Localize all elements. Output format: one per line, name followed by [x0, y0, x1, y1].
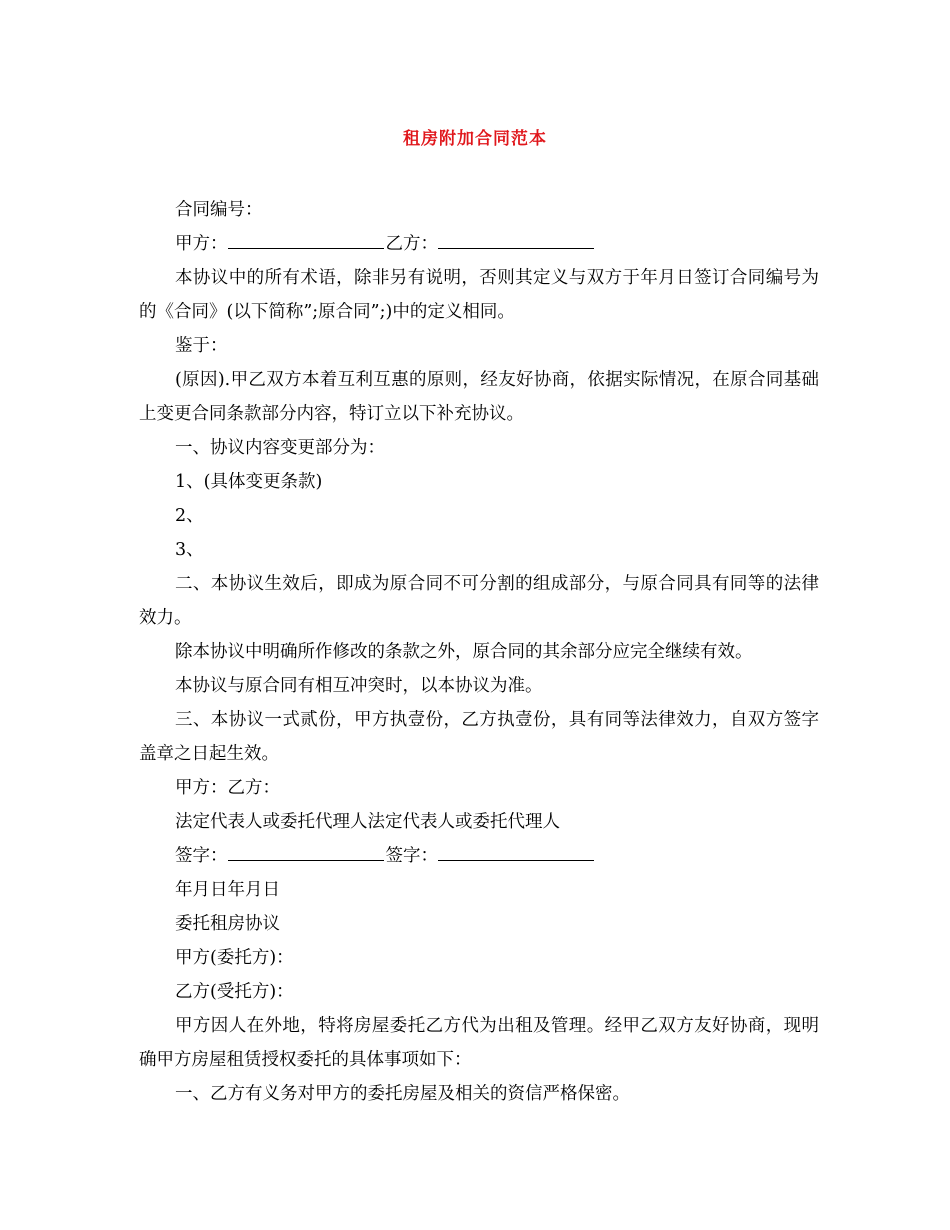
signature-dates-line: 年月日年月日	[175, 880, 280, 900]
contract-number-line: 合同编号：	[175, 200, 263, 220]
entrust-agreement-title: 委托租房协议	[175, 914, 280, 934]
change-item-2: 2、	[175, 506, 204, 526]
change-item-1: 1、(具体变更条款)	[175, 472, 323, 492]
terms-paragraph: 本协议中的所有术语，除非另有说明，否则其定义与双方于年月日签订合同编号为的《合同》(以下简称”;原合同”;)中的定义相同。	[139, 268, 819, 322]
whereas-line: 鉴于：	[175, 336, 228, 356]
signature-label-a: 签字：	[175, 846, 228, 866]
signature-label-b: 签字：	[385, 846, 438, 866]
entrust-intro-paragraph: 甲方因人在外地，特将房屋委托乙方代为出租及管理。经甲乙双方友好协商，现明确甲方房屋租赁授权委托的具体事项如下：	[139, 1016, 819, 1070]
party-b-blank	[438, 228, 594, 249]
entrust-item-1: 一、乙方有义务对甲方的委托房屋及相关的资信严格保密。	[175, 1084, 630, 1104]
party-a-blank	[228, 228, 384, 249]
signature-blank-a	[228, 840, 384, 861]
party-a-label: 甲方：	[175, 234, 228, 254]
signature-representatives-line: 法定代表人或委托代理人法定代表人或委托代理人	[175, 812, 560, 832]
other-terms-paragraph: 除本协议中明确所作修改的条款之外，原合同的其余部分应完全继续有效。	[175, 642, 753, 662]
conflict-paragraph: 本协议与原合同有相互冲突时，以本协议为准。	[175, 676, 543, 696]
document-body	[139, 193, 819, 1111]
signature-blank-b	[438, 840, 594, 861]
signature-parties-line: 甲方：乙方：	[175, 778, 280, 798]
section-3-paragraph: 三、本协议一式贰份，甲方执壹份，乙方执壹份，具有同等法律效力，自双方签字盖章之日起生效。	[139, 710, 819, 764]
document-title: 租房附加合同范本	[403, 129, 547, 149]
signature-line	[139, 839, 819, 873]
entrust-party-b: 乙方(受托方)：	[175, 982, 294, 1002]
section-1-heading: 一、协议内容变更部分为：	[175, 438, 385, 458]
entrust-party-a: 甲方(委托方)：	[175, 948, 294, 968]
change-item-3: 3、	[175, 540, 204, 560]
reason-paragraph: (原因).甲乙双方本着互利互惠的原则，经友好协商，依据实际情况，在原合同基础上变更合同条款部分内容，特订立以下补充协议。	[139, 370, 819, 424]
party-b-label: 乙方：	[385, 234, 438, 254]
parties-line	[139, 227, 819, 261]
section-2-paragraph: 二、本协议生效后，即成为原合同不可分割的组成部分，与原合同具有同等的法律效力。	[139, 574, 819, 628]
